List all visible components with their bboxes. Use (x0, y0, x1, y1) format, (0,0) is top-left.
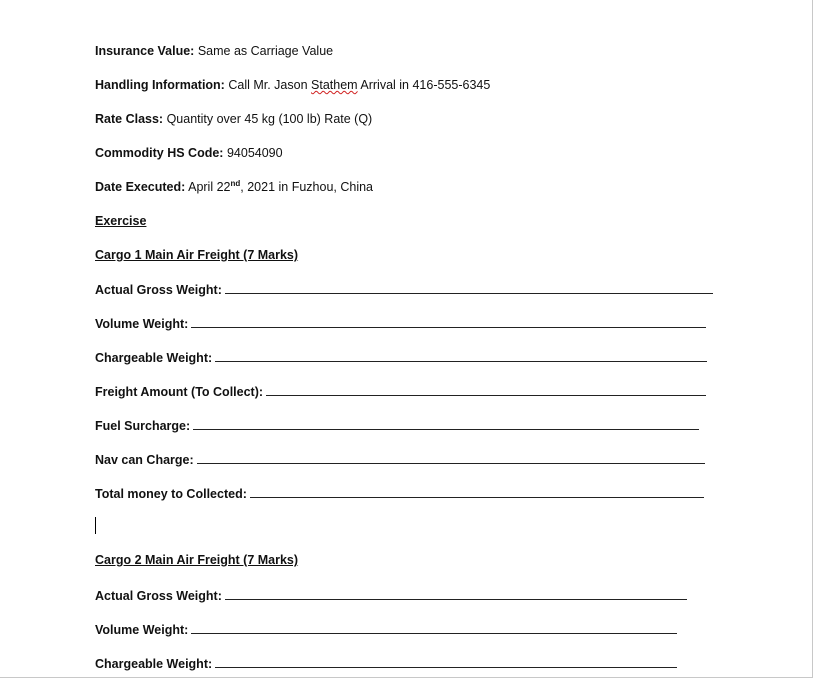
handling-name-misspelled[interactable]: Stathem (311, 78, 358, 92)
answer-blank[interactable] (250, 484, 704, 498)
hs-code-line (95, 145, 283, 161)
field-label: Total money to Collected: (95, 487, 247, 501)
insurance-value: Same as Carriage Value (197, 44, 334, 58)
field-label: Volume Weight: (95, 317, 189, 331)
field-label: Volume Weight: (95, 623, 189, 637)
hs-code-value: 94054090 (226, 146, 283, 160)
insurance-line (95, 43, 333, 59)
cargo1-freight-amount (95, 382, 706, 400)
cargo1-volume-weight (95, 314, 706, 332)
answer-blank[interactable] (225, 586, 687, 600)
answer-blank[interactable] (215, 348, 707, 362)
cargo2-chargeable-weight (95, 654, 677, 672)
date-executed-label: Date Executed: (95, 180, 186, 194)
date-executed-value: April 22nd, 2021 in Fuzhou, China (188, 178, 374, 194)
answer-blank[interactable] (266, 382, 706, 396)
field-label: Fuel Surcharge: (95, 419, 191, 433)
cargo1-heading: Cargo 1 Main Air Freight (7 Marks) (95, 248, 299, 262)
field-label: Actual Gross Weight: (95, 589, 222, 603)
rate-class-value: Quantity over 45 kg (100 lb) Rate (Q) (166, 112, 373, 126)
cargo1-chargeable-weight (95, 348, 707, 366)
answer-blank[interactable] (197, 450, 705, 464)
rate-class-line (95, 111, 372, 127)
cargo2-actual-gross-weight (95, 586, 687, 604)
rate-class-label: Rate Class: (95, 112, 164, 126)
answer-blank[interactable] (193, 416, 699, 430)
cargo1-actual-gross-weight (95, 280, 713, 298)
insurance-label: Insurance Value: (95, 44, 195, 58)
field-label: Freight Amount (To Collect): (95, 385, 264, 399)
date-executed-line (95, 179, 373, 195)
answer-blank[interactable] (191, 620, 677, 634)
answer-blank[interactable] (191, 314, 706, 328)
field-label: Chargeable Weight: (95, 351, 213, 365)
cargo1-total-money (95, 484, 704, 502)
handling-line (95, 77, 490, 93)
handling-pre: Call Mr. Jason (228, 78, 308, 92)
handling-post: Arrival in 416-555-6345 (360, 78, 491, 92)
cargo1-fuel-surcharge (95, 416, 699, 434)
cargo1-nav-can-charge (95, 450, 705, 468)
exercise-heading: Exercise (95, 214, 147, 228)
hs-code-label: Commodity HS Code: (95, 146, 224, 160)
field-label: Chargeable Weight: (95, 657, 213, 671)
field-label: Nav can Charge: (95, 453, 194, 467)
cargo2-volume-weight (95, 620, 677, 638)
text-cursor (95, 517, 96, 534)
answer-blank[interactable] (215, 654, 677, 668)
cargo2-heading: Cargo 2 Main Air Freight (7 Marks) (95, 553, 299, 567)
answer-blank[interactable] (225, 280, 713, 294)
field-label: Actual Gross Weight: (95, 283, 222, 297)
handling-label: Handling Information: (95, 78, 225, 92)
